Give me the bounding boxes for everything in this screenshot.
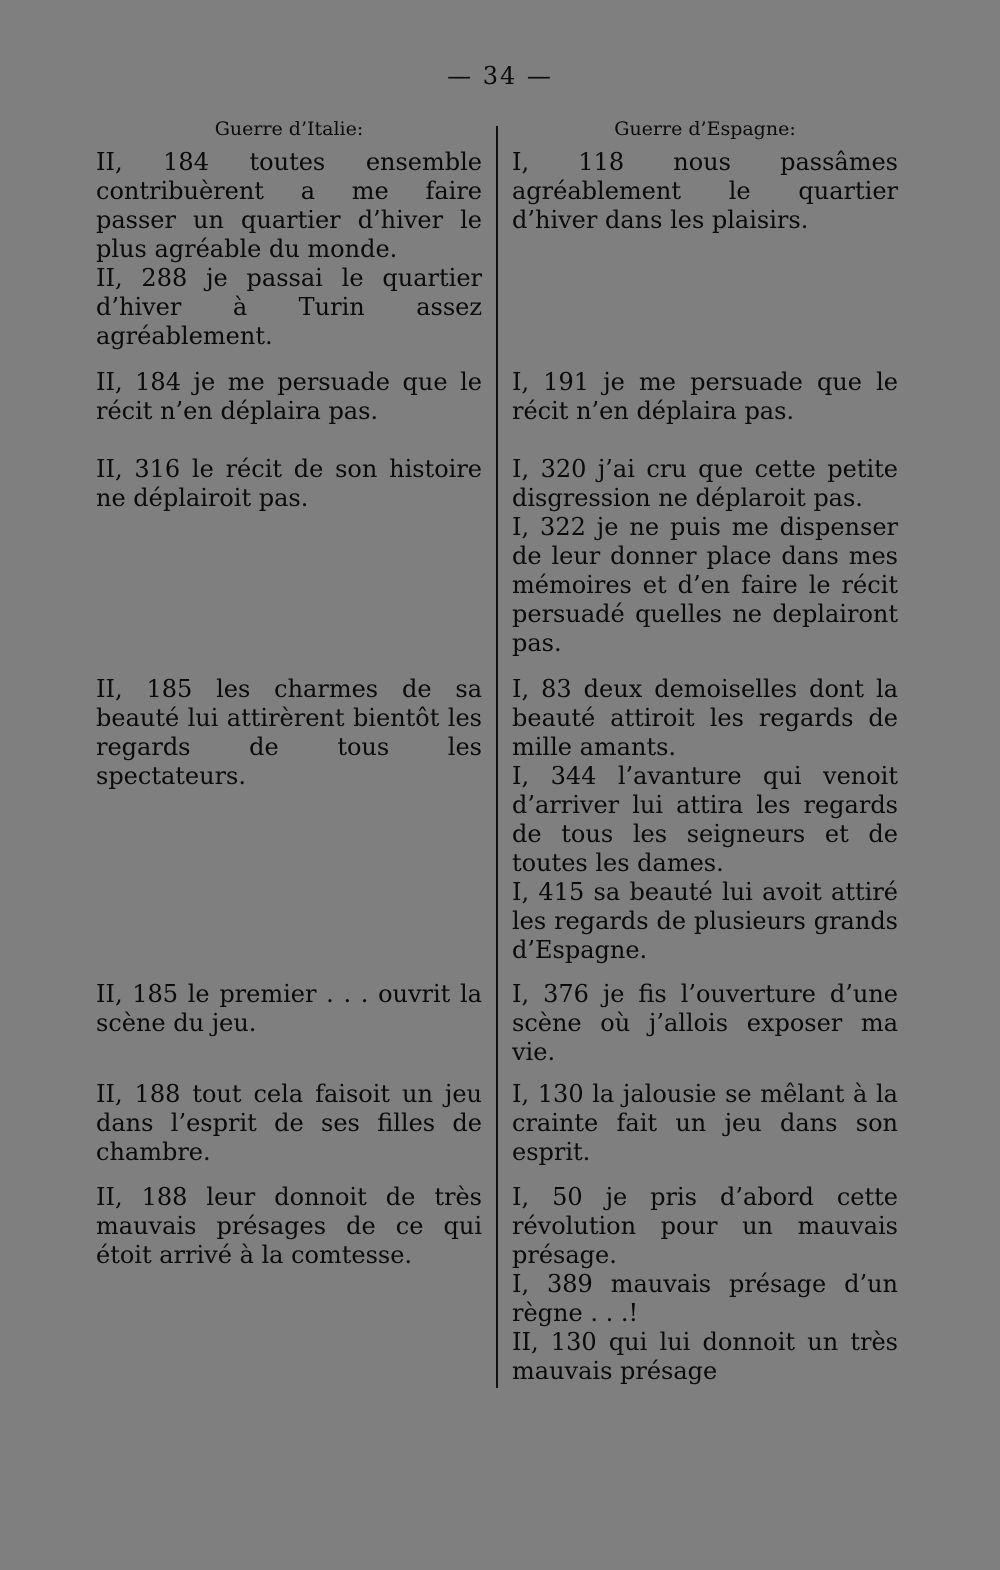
right-entry: I, 389 mauvais présage d’un règne . . .! (512, 1270, 898, 1327)
left-column-heading: Guerre d’Italie: (214, 118, 364, 140)
right-entry: I, 322 je ne puis me dispenser de leur donner place dans mes mémoires et d’en faire le récit persuadé quelles ne deplairont pas. (512, 513, 898, 657)
left-entry: II, 288 je passai le quartier d’hiver à Turin assez agréablement. (96, 264, 482, 350)
right-entry: I, 415 sa beauté lui avoit attiré les regards de plusieurs grands d’Espagne. (512, 878, 898, 964)
right-entry: I, 50 je pris d’abord cette révolution pour un mauvais présage. (512, 1183, 898, 1269)
left-entry: II, 184 je me persuade que le récit n’en déplaira pas. (96, 368, 482, 425)
left-entry: II, 316 le récit de son histoire ne déplairoit pas. (96, 455, 482, 512)
right-column-heading: Guerre d’Espagne: (614, 118, 796, 140)
left-entry: II, 185 le premier . . . ouvrit la scène du jeu. (96, 980, 482, 1037)
left-entry: II, 188 tout cela faisoit un jeu dans l’esprit de ses filles de chambre. (96, 1080, 482, 1166)
page-number: — 34 — (447, 62, 553, 90)
right-entry: I, 83 deux demoiselles dont la beauté attiroit les regards de mille amants. (512, 675, 898, 761)
left-entry: II, 184 toutes ensemble contribuèrent a me faire passer un quartier d’hiver le plus agréable du monde. (96, 148, 482, 263)
right-entry: I, 191 je me persuade que le récit n’en déplaira pas. (512, 368, 898, 425)
right-entry: I, 130 la jalousie se mêlant à la crainte fait un jeu dans son esprit. (512, 1080, 898, 1166)
column-divider (496, 126, 498, 1388)
right-entry: II, 130 qui lui donnoit un très mauvais présage (512, 1328, 898, 1385)
right-entry: I, 320 j’ai cru que cette petite disgression ne déplaroit pas. (512, 455, 898, 512)
right-entry: I, 344 l’avanture qui venoit d’arriver lui attira les regards de tous les seigneurs et de toutes les dames. (512, 762, 898, 877)
left-entry: II, 185 les charmes de sa beauté lui attirèrent bientôt les regards de tous les spectateurs. (96, 675, 482, 790)
right-entry: I, 376 je fis l’ouverture d’une scène où j’allois exposer ma vie. (512, 980, 898, 1066)
right-entry: I, 118 nous passâmes agréablement le quartier d’hiver dans les plaisirs. (512, 148, 898, 234)
left-entry: II, 188 leur donnoit de très mauvais présages de ce qui étoit arrivé à la comtesse. (96, 1183, 482, 1269)
